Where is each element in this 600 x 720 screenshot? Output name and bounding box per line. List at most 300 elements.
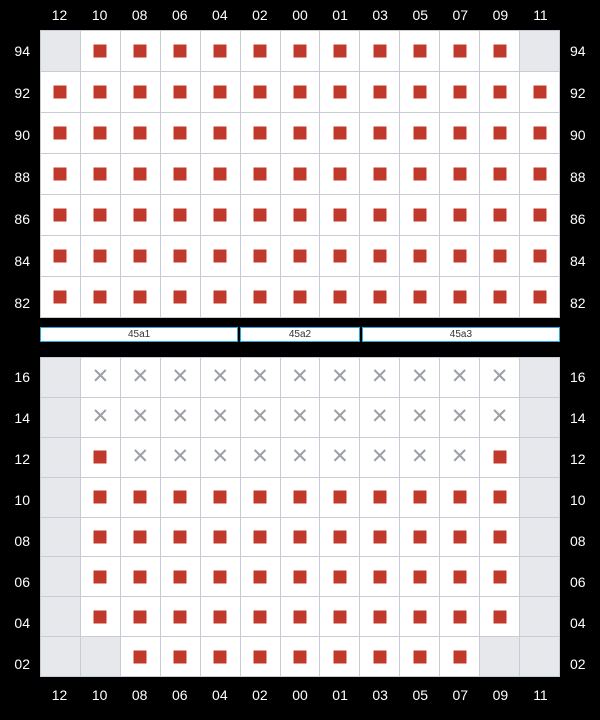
row-label-88: 88	[570, 168, 586, 185]
seat-cell[interactable]	[281, 398, 320, 437]
seat-cell[interactable]	[281, 597, 320, 636]
seat-cell[interactable]	[121, 236, 160, 276]
seat-cell[interactable]	[161, 195, 200, 235]
seat-occupied-marker	[493, 168, 506, 181]
zone-bar[interactable]	[40, 327, 560, 342]
seat-cell[interactable]	[121, 31, 160, 71]
seat-cell[interactable]	[201, 597, 240, 636]
seat-cell[interactable]	[520, 277, 559, 317]
seat-occupied-marker	[413, 250, 426, 263]
seat-cell[interactable]	[201, 438, 240, 477]
seat-occupied-marker	[214, 168, 227, 181]
seat-cell	[520, 398, 559, 437]
seat-cell[interactable]	[81, 398, 120, 437]
seat-cell[interactable]	[161, 637, 200, 676]
seat-cell[interactable]	[161, 358, 200, 397]
seat-occupied-marker	[214, 209, 227, 222]
column-label-05: 05	[412, 687, 429, 703]
seat-occupied-marker	[413, 291, 426, 304]
seat-occupied-marker	[333, 168, 346, 181]
seat-cell[interactable]	[81, 236, 120, 276]
seat-cell[interactable]	[520, 154, 559, 194]
row-label-02: 02	[14, 656, 30, 672]
seat-cell[interactable]	[241, 31, 280, 71]
seat-grid-upper[interactable]	[40, 30, 560, 318]
seat-occupied-marker	[453, 127, 466, 140]
seat-occupied-marker	[293, 168, 306, 181]
seat-cell[interactable]	[440, 398, 479, 437]
seat-cell[interactable]	[121, 597, 160, 636]
seat-occupied-marker	[134, 45, 147, 58]
seat-cell[interactable]	[41, 277, 80, 317]
seat-cell[interactable]	[360, 154, 399, 194]
seat-cell[interactable]	[440, 557, 479, 596]
seat-occupied-marker	[174, 127, 187, 140]
seat-blocked-icon: ✕	[131, 405, 150, 429]
seat-blocked-icon: ✕	[410, 445, 429, 469]
seat-cell[interactable]	[520, 195, 559, 235]
seat-cell[interactable]	[201, 154, 240, 194]
seat-cell[interactable]	[400, 518, 439, 557]
seat-cell[interactable]	[41, 113, 80, 153]
seat-cell[interactable]	[161, 72, 200, 112]
seat-cell[interactable]	[121, 277, 160, 317]
seat-cell[interactable]	[281, 478, 320, 517]
seat-blocked-icon: ✕	[490, 405, 509, 429]
seat-cell[interactable]	[81, 31, 120, 71]
seat-cell[interactable]	[360, 195, 399, 235]
row-label-92: 92	[14, 84, 30, 101]
seat-occupied-marker	[453, 86, 466, 99]
column-label-09: 09	[492, 7, 509, 23]
seat-cell[interactable]	[320, 518, 359, 557]
seat-cell[interactable]	[161, 236, 200, 276]
seat-cell[interactable]	[161, 557, 200, 596]
seat-cell	[41, 31, 80, 71]
zone-45a1[interactable]: 45a1	[40, 327, 238, 342]
seat-occupied-marker	[533, 127, 546, 140]
seat-occupied-marker	[214, 250, 227, 263]
seat-cell[interactable]	[360, 398, 399, 437]
seat-occupied-marker	[413, 45, 426, 58]
seat-cell[interactable]	[281, 31, 320, 71]
seat-occupied-marker	[413, 127, 426, 140]
seat-cell[interactable]	[281, 518, 320, 557]
seat-cell[interactable]	[440, 236, 479, 276]
seat-cell[interactable]	[520, 113, 559, 153]
seat-cell[interactable]	[520, 72, 559, 112]
column-label-05: 05	[412, 7, 429, 23]
seat-occupied-marker	[413, 209, 426, 222]
seat-cell[interactable]	[440, 31, 479, 71]
seat-cell[interactable]	[121, 72, 160, 112]
seat-blocked-icon: ✕	[131, 445, 150, 469]
seat-cell[interactable]	[201, 557, 240, 596]
seat-cell[interactable]	[320, 398, 359, 437]
seat-occupied-marker	[493, 491, 506, 504]
row-label-14: 14	[570, 410, 586, 426]
seat-occupied-marker	[453, 209, 466, 222]
seat-cell[interactable]	[281, 195, 320, 235]
seat-cell[interactable]	[241, 518, 280, 557]
seat-occupied-marker	[373, 127, 386, 140]
seat-cell	[520, 478, 559, 517]
seat-cell[interactable]	[241, 154, 280, 194]
seat-occupied-marker	[293, 610, 306, 623]
seat-cell[interactable]	[281, 358, 320, 397]
seat-cell[interactable]	[480, 438, 519, 477]
column-label-02: 02	[252, 687, 268, 703]
seat-blocked-icon: ✕	[371, 405, 389, 429]
seat-cell[interactable]	[281, 557, 320, 596]
seat-cell[interactable]	[440, 518, 479, 557]
seat-cell[interactable]	[161, 478, 200, 517]
seat-occupied-marker	[493, 530, 506, 543]
seat-occupied-marker	[134, 650, 147, 663]
seat-cell[interactable]	[400, 478, 439, 517]
seat-cell[interactable]	[201, 358, 240, 397]
seat-cell[interactable]	[440, 478, 479, 517]
seat-cell[interactable]	[360, 438, 399, 477]
seat-occupied-marker	[493, 45, 506, 58]
seat-occupied-marker	[54, 250, 67, 263]
seat-occupied-marker	[94, 451, 107, 464]
seat-occupied-marker	[54, 291, 67, 304]
seat-cell[interactable]	[241, 113, 280, 153]
seat-cell[interactable]	[320, 236, 359, 276]
seat-cell	[520, 31, 559, 71]
seat-cell[interactable]	[161, 277, 200, 317]
seat-cell[interactable]	[400, 236, 439, 276]
seat-cell[interactable]	[400, 113, 439, 153]
row-labels-upper-right	[562, 30, 600, 324]
seat-occupied-marker	[373, 610, 386, 623]
seat-cell[interactable]	[360, 557, 399, 596]
seat-occupied-marker	[174, 45, 187, 58]
seat-occupied-marker	[254, 610, 267, 623]
seat-cell[interactable]	[121, 478, 160, 517]
seat-blocked-icon: ✕	[371, 445, 389, 469]
seat-cell[interactable]	[360, 358, 399, 397]
seat-cell[interactable]	[400, 557, 439, 596]
seat-cell[interactable]	[440, 597, 479, 636]
seat-cell[interactable]	[320, 113, 359, 153]
seat-cell[interactable]	[201, 398, 240, 437]
seat-cell[interactable]	[480, 195, 519, 235]
seat-occupied-marker	[333, 610, 346, 623]
seat-occupied-marker	[254, 45, 267, 58]
seat-occupied-marker	[493, 570, 506, 583]
seat-cell[interactable]	[241, 557, 280, 596]
seat-blocked-icon: ✕	[251, 405, 269, 429]
seat-cell[interactable]	[241, 236, 280, 276]
column-label-11: 11	[533, 7, 548, 23]
seat-occupied-marker	[373, 570, 386, 583]
seat-cell	[520, 358, 559, 397]
seat-cell[interactable]	[121, 195, 160, 235]
seat-cell[interactable]	[360, 597, 399, 636]
seat-cell[interactable]	[241, 72, 280, 112]
row-label-90: 90	[14, 126, 30, 143]
seat-occupied-marker	[453, 291, 466, 304]
seat-cell[interactable]	[81, 277, 120, 317]
seat-cell[interactable]	[360, 478, 399, 517]
seat-cell[interactable]	[480, 154, 519, 194]
seat-occupied-marker	[533, 250, 546, 263]
seat-cell	[41, 518, 80, 557]
seat-cell[interactable]	[480, 518, 519, 557]
seat-cell[interactable]	[320, 72, 359, 112]
seat-cell[interactable]	[81, 113, 120, 153]
seat-blocked-icon: ✕	[331, 405, 349, 429]
seat-cell[interactable]	[121, 113, 160, 153]
seat-cell[interactable]	[201, 72, 240, 112]
seat-occupied-marker	[413, 86, 426, 99]
column-labels-top	[40, 6, 560, 24]
seat-cell[interactable]	[440, 277, 479, 317]
column-label-12: 12	[51, 687, 68, 703]
seat-cell[interactable]	[281, 277, 320, 317]
seat-cell[interactable]	[81, 597, 120, 636]
seat-cell[interactable]	[41, 72, 80, 112]
seat-cell[interactable]	[241, 195, 280, 235]
seat-cell[interactable]	[360, 31, 399, 71]
column-label-08: 08	[131, 687, 148, 703]
row-label-08: 08	[14, 533, 30, 549]
seat-cell[interactable]	[440, 195, 479, 235]
seat-cell[interactable]	[360, 236, 399, 276]
seat-cell[interactable]	[161, 597, 200, 636]
zone-45a3[interactable]: 45a3	[362, 327, 560, 342]
seat-cell[interactable]	[161, 438, 200, 477]
seat-cell	[41, 597, 80, 636]
seat-cell[interactable]	[400, 358, 439, 397]
seat-cell[interactable]	[400, 195, 439, 235]
seat-blocked-icon: ✕	[450, 405, 469, 429]
seat-cell[interactable]	[320, 31, 359, 71]
seat-cell[interactable]	[440, 113, 479, 153]
seat-cell[interactable]	[41, 236, 80, 276]
seat-cell[interactable]	[480, 557, 519, 596]
seat-cell[interactable]	[400, 398, 439, 437]
seat-cell[interactable]	[400, 637, 439, 676]
seat-cell[interactable]	[81, 358, 120, 397]
seat-occupied-marker	[174, 530, 187, 543]
column-label-10: 10	[91, 687, 108, 703]
seat-cell[interactable]	[440, 72, 479, 112]
seat-occupied-marker	[94, 168, 107, 181]
seat-cell[interactable]	[360, 72, 399, 112]
seat-occupied-marker	[373, 45, 386, 58]
seat-cell[interactable]	[201, 195, 240, 235]
seat-cell[interactable]	[81, 518, 120, 557]
seat-occupied-marker	[413, 168, 426, 181]
seat-occupied-marker	[54, 209, 67, 222]
seat-cell[interactable]	[81, 72, 120, 112]
seat-cell[interactable]	[281, 72, 320, 112]
row-labels-lower-right	[562, 357, 600, 684]
seat-cell[interactable]	[41, 195, 80, 235]
seat-cell[interactable]	[121, 358, 160, 397]
seat-cell[interactable]	[400, 72, 439, 112]
seat-cell[interactable]	[400, 277, 439, 317]
seat-cell[interactable]	[161, 518, 200, 557]
seat-occupied-marker	[214, 570, 227, 583]
row-label-02: 02	[570, 656, 586, 672]
seat-cell[interactable]	[241, 478, 280, 517]
seat-blocked-icon: ✕	[331, 365, 349, 389]
seat-cell[interactable]	[81, 557, 120, 596]
seat-cell[interactable]	[320, 277, 359, 317]
zone-45a2[interactable]: 45a2	[240, 327, 360, 342]
seat-cell[interactable]	[241, 358, 280, 397]
seat-cell[interactable]	[320, 597, 359, 636]
seat-occupied-marker	[333, 45, 346, 58]
seat-cell[interactable]	[440, 438, 479, 477]
seat-cell[interactable]	[480, 358, 519, 397]
row-labels-upper-left	[0, 30, 38, 324]
seat-occupied-marker	[333, 250, 346, 263]
seat-cell[interactable]	[241, 597, 280, 636]
row-label-94: 94	[570, 42, 586, 59]
seat-cell[interactable]	[121, 518, 160, 557]
seat-cell[interactable]	[201, 277, 240, 317]
seat-cell[interactable]	[81, 438, 120, 477]
seat-cell[interactable]	[121, 438, 160, 477]
seat-cell[interactable]	[81, 195, 120, 235]
seat-cell[interactable]	[281, 637, 320, 676]
seat-occupied-marker	[174, 491, 187, 504]
seat-cell[interactable]	[121, 154, 160, 194]
column-label-00: 00	[292, 687, 308, 703]
seat-cell[interactable]	[241, 277, 280, 317]
seat-occupied-marker	[54, 86, 67, 99]
seat-cell[interactable]	[281, 236, 320, 276]
seat-occupied-marker	[453, 45, 466, 58]
seat-cell[interactable]	[201, 236, 240, 276]
seat-cell[interactable]	[320, 478, 359, 517]
row-label-14: 14	[14, 410, 30, 426]
seat-cell[interactable]	[161, 398, 200, 437]
seat-cell[interactable]	[480, 478, 519, 517]
seat-cell	[41, 637, 80, 676]
seat-cell[interactable]	[320, 154, 359, 194]
seat-cell[interactable]	[360, 518, 399, 557]
seat-occupied-marker	[333, 209, 346, 222]
seat-occupied-marker	[134, 491, 147, 504]
seat-cell[interactable]	[360, 637, 399, 676]
seat-occupied-marker	[453, 530, 466, 543]
seat-cell[interactable]	[440, 637, 479, 676]
seat-cell[interactable]	[400, 438, 439, 477]
column-label-10: 10	[91, 7, 108, 23]
seat-occupied-marker	[134, 291, 147, 304]
seat-cell	[520, 557, 559, 596]
row-label-06: 06	[14, 574, 30, 590]
seat-cell[interactable]	[281, 113, 320, 153]
seat-cell[interactable]	[480, 31, 519, 71]
seat-cell[interactable]	[440, 358, 479, 397]
seat-occupied-marker	[214, 86, 227, 99]
seat-occupied-marker	[214, 610, 227, 623]
seat-occupied-marker	[54, 168, 67, 181]
seat-cell[interactable]	[121, 557, 160, 596]
seat-occupied-marker	[293, 650, 306, 663]
seat-cell[interactable]	[520, 236, 559, 276]
seat-cell[interactable]	[161, 31, 200, 71]
seat-cell[interactable]	[241, 438, 280, 477]
seat-occupied-marker	[493, 127, 506, 140]
seat-cell[interactable]	[480, 72, 519, 112]
seat-cell[interactable]	[121, 637, 160, 676]
seat-cell	[520, 597, 559, 636]
seat-blocked-icon: ✕	[171, 405, 190, 429]
seat-cell[interactable]	[201, 518, 240, 557]
seat-cell[interactable]	[440, 154, 479, 194]
seat-occupied-marker	[94, 291, 107, 304]
seat-cell[interactable]	[241, 398, 280, 437]
seat-occupied-marker	[293, 291, 306, 304]
seat-cell[interactable]	[480, 113, 519, 153]
seat-cell[interactable]	[320, 557, 359, 596]
seat-cell[interactable]	[281, 154, 320, 194]
seat-cell[interactable]	[201, 637, 240, 676]
row-label-82: 82	[14, 295, 30, 312]
seat-cell[interactable]	[480, 277, 519, 317]
seat-cell[interactable]	[201, 478, 240, 517]
seat-cell[interactable]	[201, 113, 240, 153]
seat-cell[interactable]	[320, 438, 359, 477]
seat-cell[interactable]	[81, 154, 120, 194]
seat-cell[interactable]	[480, 236, 519, 276]
seat-occupied-marker	[254, 86, 267, 99]
seat-cell[interactable]	[41, 154, 80, 194]
seat-occupied-marker	[254, 570, 267, 583]
seat-cell[interactable]	[400, 154, 439, 194]
seat-cell[interactable]	[320, 358, 359, 397]
seat-occupied-marker	[174, 209, 187, 222]
seat-cell[interactable]	[480, 597, 519, 636]
seat-blocked-icon: ✕	[410, 405, 429, 429]
seat-occupied-marker	[293, 250, 306, 263]
seat-cell[interactable]	[281, 438, 320, 477]
seat-cell[interactable]	[121, 398, 160, 437]
seat-cell[interactable]	[81, 478, 120, 517]
seat-occupied-marker	[293, 45, 306, 58]
seat-cell[interactable]	[400, 31, 439, 71]
seat-cell[interactable]	[320, 637, 359, 676]
seat-cell[interactable]	[161, 154, 200, 194]
column-label-01: 01	[332, 687, 348, 703]
seat-cell[interactable]	[161, 113, 200, 153]
seat-cell[interactable]	[320, 195, 359, 235]
seat-cell[interactable]	[360, 277, 399, 317]
seat-occupied-marker	[373, 86, 386, 99]
seat-cell[interactable]	[480, 398, 519, 437]
seat-occupied-marker	[254, 168, 267, 181]
seat-blocked-icon: ✕	[450, 365, 469, 389]
seat-occupied-marker	[373, 491, 386, 504]
seat-occupied-marker	[293, 491, 306, 504]
seat-grid-lower[interactable]	[40, 357, 560, 677]
seat-occupied-marker	[493, 250, 506, 263]
seat-occupied-marker	[453, 250, 466, 263]
seat-cell[interactable]	[241, 637, 280, 676]
seat-cell[interactable]	[400, 597, 439, 636]
seat-cell[interactable]	[360, 113, 399, 153]
seat-cell[interactable]	[201, 31, 240, 71]
row-label-12: 12	[570, 451, 586, 467]
